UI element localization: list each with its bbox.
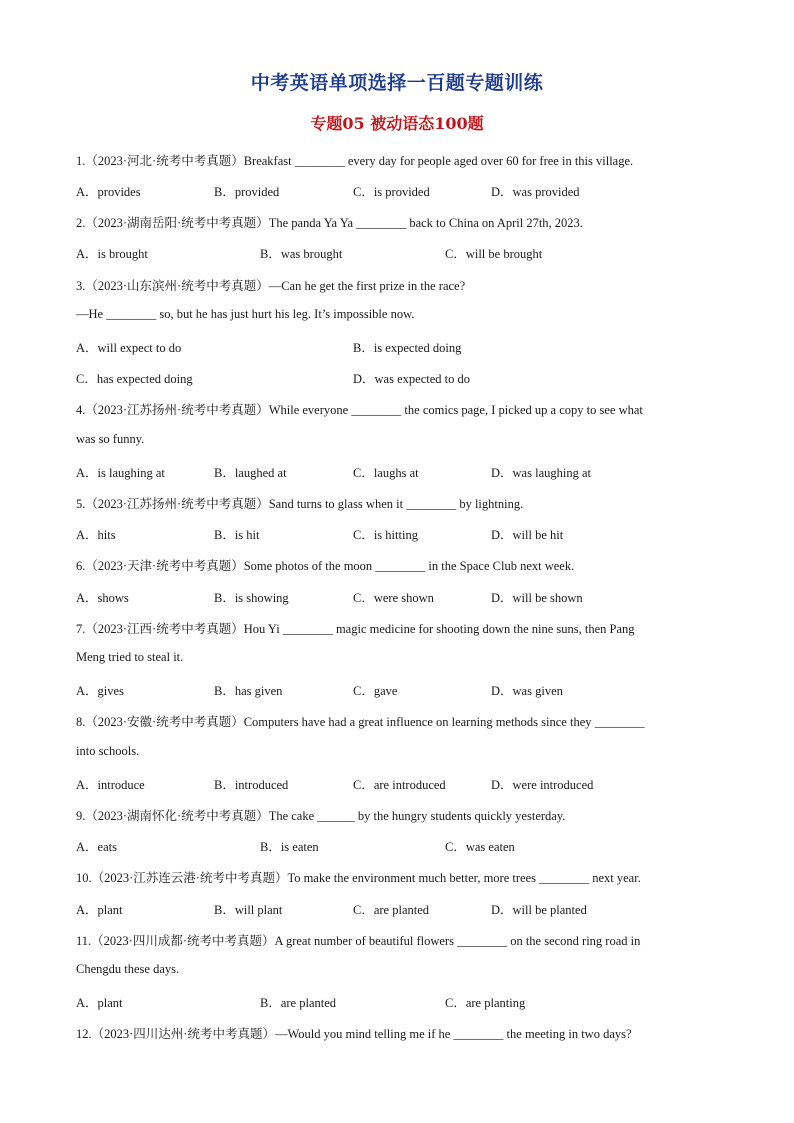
question-12-stem: 12.（2023·四川达州·统考中考真题）—Would you mind telling me if he ________ the meeting in two days? [76,1027,632,1041]
question-7-option-d: D．was given [491,684,563,698]
question-7-option-c: C．gave [353,684,398,698]
question-10-stem: 10.（2023·江苏连云港·统考中考真题）To make the environment much better, more trees ________ next year. [76,871,641,885]
question-10-option-c: C．are planted [353,903,430,917]
question-4-stem: 4.（2023·江苏扬州·统考中考真题）While everyone ________ the comics page, I picked up a copy to see what [76,403,643,417]
question-6-option-a: A．shows [76,591,129,605]
question-8-option-b: B．introduced [214,778,289,792]
question-1-option-b: B．provided [214,185,280,199]
document-title: 中考英语单项选择一百题专题训练 [250,72,544,94]
question-7-option-a: A．gives [76,684,124,698]
question-2-stem: 2.（2023·湖南岳阳·统考中考真题）The panda Ya Ya ________ back to China on April 27th, 2023. [76,216,583,230]
question-5-option-d: D．will be hit [491,528,564,542]
question-6-option-c: C．were shown [353,591,434,605]
question-11-option-c: C．are planting [445,996,526,1010]
question-9-stem: 9.（2023·湖南怀化·统考中考真题）The cake ______ by the hungry students quickly yesterday. [76,809,566,823]
question-8-stem: 8.（2023·安徽·统考中考真题）Computers have had a great influence on learning methods since they ________ [76,715,645,729]
question-11-option-b: B．are planted [260,996,337,1010]
question-10-option-d: D．will be planted [491,903,587,917]
question-8-option-d: D．were introduced [491,778,594,792]
question-6-option-d: D．will be shown [491,591,583,605]
question-7-option-b: B．has given [214,684,283,698]
question-11-stem-continued: Chengdu these days. [76,962,180,976]
document-subtitle: 专题05 被动语态100题 [310,114,484,133]
question-3-option-c: C．has expected doing [76,372,193,386]
question-1-option-d: D．was provided [491,185,580,199]
question-9-option-b: B．is eaten [260,840,319,854]
question-1-option-a: A．provides [76,185,141,199]
question-2-option-c: C．will be brought [445,247,543,261]
question-4-option-c: C．laughs at [353,466,419,480]
question-3-option-a: A．will expect to do [76,341,182,355]
question-4-option-d: D．was laughing at [491,466,591,480]
question-1-stem: 1.（2023·河北·统考中考真题）Breakfast ________ every day for people aged over 60 for free in this village. [76,154,634,168]
question-2-option-b: B．was brought [260,247,343,261]
question-4-option-b: B．laughed at [214,466,287,480]
question-8-option-c: C．are introduced [353,778,446,792]
question-9-option-a: A．eats [76,840,117,854]
question-6-option-b: B．is showing [214,591,289,605]
question-5-option-c: C．is hitting [353,528,418,542]
question-11-option-a: A．plant [76,996,123,1010]
question-3-stem: 3.（2023·山东滨州·统考中考真题）—Can he get the first prize in the race? [76,279,466,293]
question-4-stem-continued: was so funny. [76,432,145,446]
question-5-stem: 5.（2023·江苏扬州·统考中考真题）Sand turns to glass when it ________ by lightning. [76,497,524,511]
question-7-stem-continued: Meng tried to steal it. [76,650,184,664]
question-10-option-a: A．plant [76,903,123,917]
question-10-option-b: B．will plant [214,903,283,917]
question-9-option-c: C．was eaten [445,840,515,854]
question-6-stem: 6.（2023·天津·统考中考真题）Some photos of the moon ________ in the Space Club next week. [76,559,575,573]
question-3-stem-continued: —He ________ so, but he has just hurt his leg. It’s impossible now. [76,307,415,321]
question-3-option-d: D．was expected to do [353,372,470,386]
question-7-stem: 7.（2023·江西·统考中考真题）Hou Yi ________ magic medicine for shooting down the nine suns, then Pang [76,622,635,636]
question-8-stem-continued: into schools. [76,744,140,758]
question-3-option-b: B．is expected doing [353,341,462,355]
question-1-option-c: C．is provided [353,185,430,199]
question-2-option-a: A．is brought [76,247,148,261]
question-5-option-b: B．is hit [214,528,260,542]
question-4-option-a: A．is laughing at [76,466,165,480]
question-8-option-a: A．introduce [76,778,145,792]
question-11-stem: 11.（2023·四川成都·统考中考真题）A great number of beautiful flowers ________ on the second ring road in [76,934,641,948]
question-5-option-a: A．hits [76,528,116,542]
